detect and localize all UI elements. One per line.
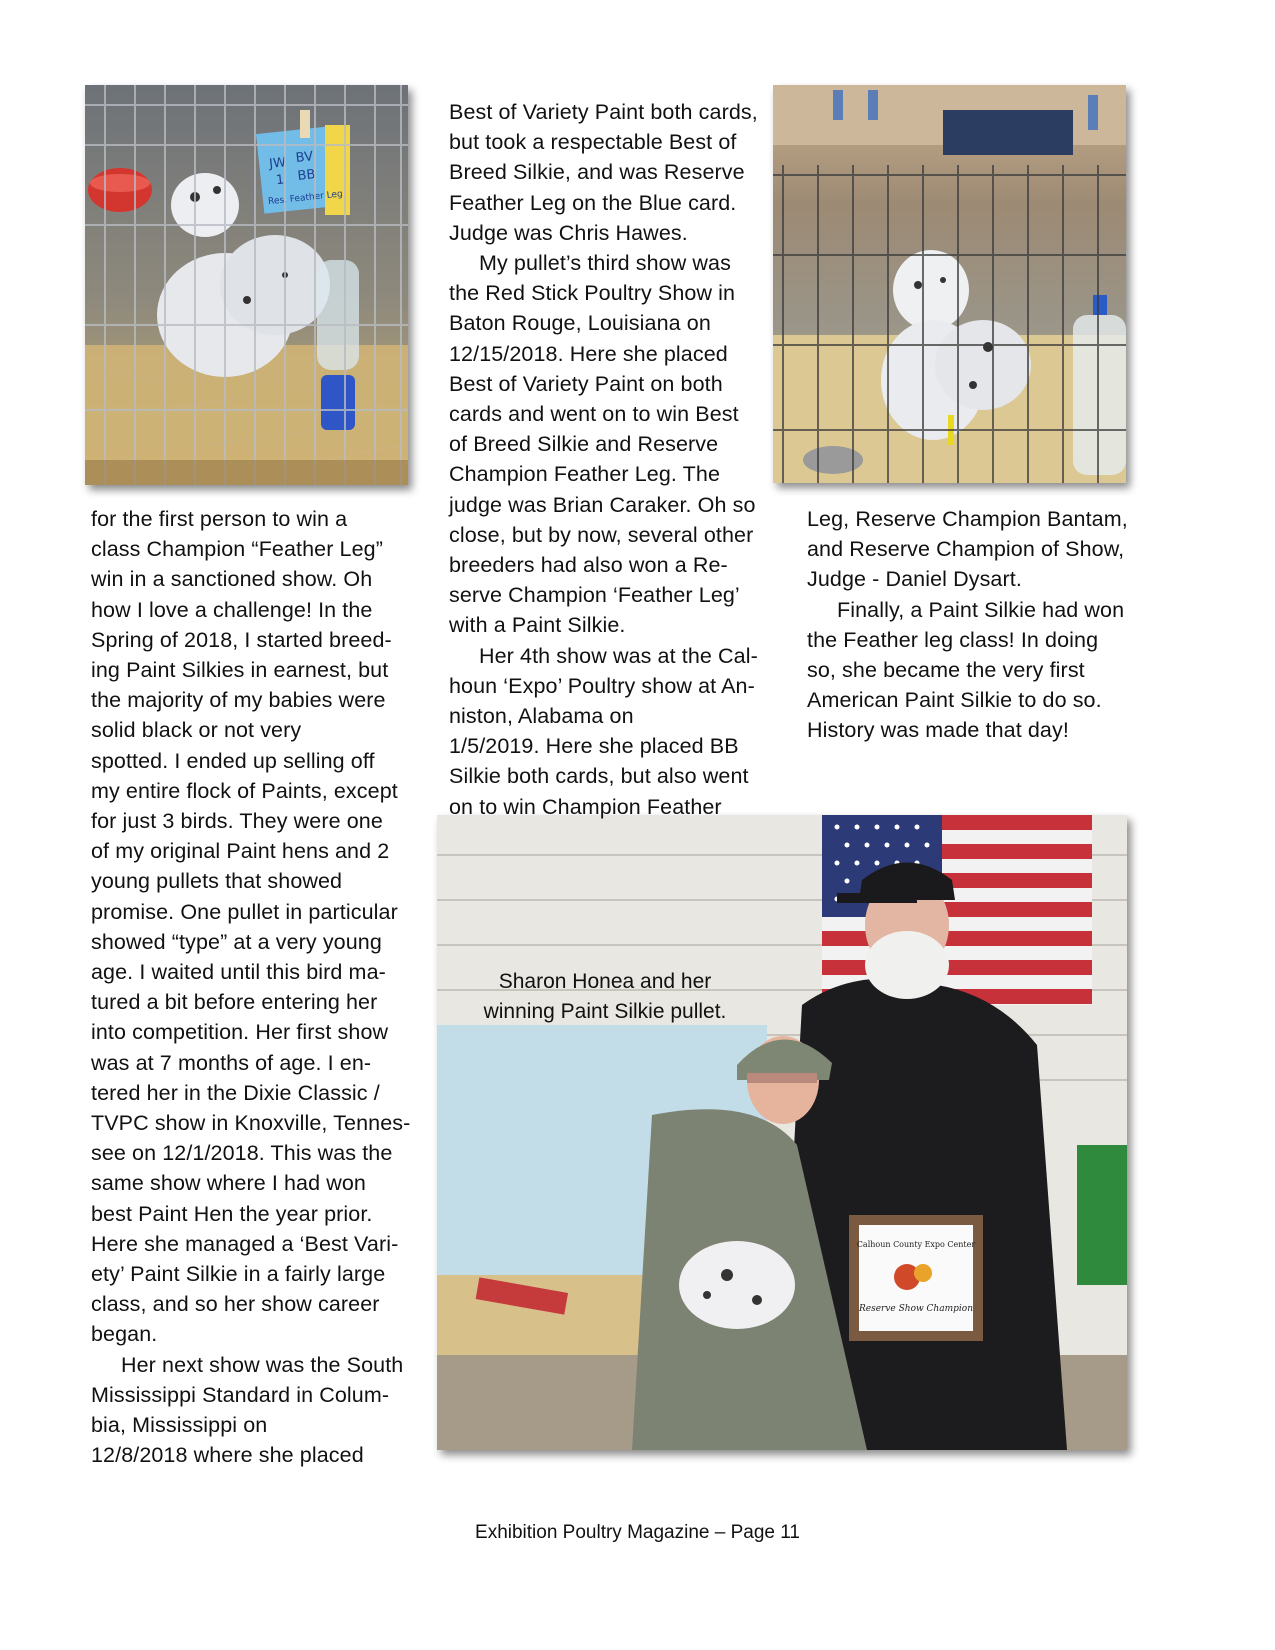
column1-line: tered her in the Dixie Classic / bbox=[91, 1080, 380, 1105]
column1-line: began. bbox=[91, 1322, 158, 1347]
photo2-illustration bbox=[773, 85, 1126, 483]
column1-line: the majority of my babies were bbox=[91, 688, 386, 713]
column3-line: Judge - Daniel Dysart. bbox=[807, 567, 1022, 592]
article-column-3 bbox=[807, 504, 1128, 746]
column2-line: Breed Silkie, and was Reserve bbox=[449, 160, 745, 185]
column2-line: 12/15/2018. Here she placed bbox=[449, 341, 728, 366]
caption-line-2: winning Paint Silkie pullet. bbox=[483, 1000, 727, 1023]
column3-line: Finally, a Paint Silkie had won bbox=[837, 597, 1125, 622]
column1-line: bia, Mississippi on bbox=[91, 1413, 268, 1438]
column2-line: on to win Champion Feather bbox=[449, 794, 722, 819]
column3-line: the Feather leg class! In doing bbox=[807, 627, 1099, 652]
column3-line: American Paint Silkie to do so. bbox=[807, 688, 1102, 713]
column1-line: into competition. Her first show bbox=[91, 1020, 389, 1045]
column1-line: solid black or not very bbox=[91, 718, 302, 743]
column1-line: ety’ Paint Silkie in a fairly large bbox=[91, 1262, 386, 1287]
column2-line: Feather Leg on the Blue card. bbox=[449, 190, 737, 215]
column1-line: Here she managed a ‘Best Vari- bbox=[91, 1231, 399, 1256]
plaque-title: Calhoun County Expo Center bbox=[856, 1240, 976, 1249]
column1-line: tured a bit before entering her bbox=[91, 990, 378, 1015]
column1-line: young pullets that showed bbox=[91, 869, 343, 894]
card-text-bv: BV bbox=[295, 149, 314, 167]
column2-line: Baton Rouge, Louisiana on bbox=[449, 311, 711, 336]
card-text-1: 1 bbox=[275, 172, 286, 189]
column3-line: and Reserve Champion of Show, bbox=[807, 537, 1125, 562]
column1-line: showed “type” at a very young bbox=[91, 929, 382, 954]
photo-caption bbox=[470, 967, 740, 1027]
column1-line: same show where I had won bbox=[91, 1171, 366, 1196]
column1-line: Mississippi Standard in Colum- bbox=[91, 1382, 390, 1407]
column1-line: 12/8/2018 where she placed bbox=[91, 1443, 364, 1468]
column1-line: was at 7 months of age. I en- bbox=[91, 1050, 372, 1075]
page-footer: Exhibition Poultry Magazine – Page 11 bbox=[475, 1522, 800, 1543]
column3-line: so, she became the very first bbox=[807, 658, 1085, 683]
column2-line: Best of Variety Paint on both bbox=[449, 371, 723, 396]
column3-line: Leg, Reserve Champion Bantam, bbox=[807, 507, 1128, 531]
column1-line: of my original Paint hens and 2 bbox=[91, 839, 390, 864]
plaque-award: Reserve Show Champion bbox=[858, 1304, 974, 1314]
column2-line: the Red Stick Poultry Show in bbox=[449, 281, 736, 306]
column1-line: class, and so her show career bbox=[91, 1292, 380, 1317]
column1-line: best Paint Hen the year prior. bbox=[91, 1201, 373, 1226]
column2-line: 1/5/2019. Here she placed BB bbox=[449, 734, 739, 759]
article-column-2 bbox=[449, 97, 758, 822]
column3-line: History was made that day! bbox=[807, 718, 1069, 743]
column1-line: spotted. I ended up selling off bbox=[91, 748, 375, 773]
article-column-1 bbox=[91, 504, 410, 1471]
column2-line: Judge was Chris Hawes. bbox=[449, 220, 688, 245]
photo-reserve-champion bbox=[437, 815, 1127, 1450]
card-text-jw: JW bbox=[268, 155, 287, 172]
column2-line: serve Champion ‘Feather Leg’ bbox=[449, 583, 740, 608]
column1-line: how I love a challenge! In the bbox=[91, 597, 373, 622]
photo1-illustration bbox=[85, 85, 408, 485]
column1-line: age. I waited until this bird ma- bbox=[91, 960, 386, 985]
column2-line: My pullet’s third show was bbox=[479, 251, 731, 276]
card-text-res: Res. Feather Leg bbox=[267, 189, 344, 208]
column2-line: of Breed Silkie and Reserve bbox=[449, 432, 719, 457]
column2-line: judge was Brian Caraker. Oh so bbox=[449, 492, 756, 517]
column1-line: ing Paint Silkies in earnest, but bbox=[91, 658, 389, 683]
column2-line: Silkie both cards, but also went bbox=[449, 764, 749, 789]
column1-line: TVPC show in Knoxville, Tennes- bbox=[91, 1111, 411, 1136]
column1-line: win in a sanctioned show. Oh bbox=[91, 567, 373, 592]
column2-line: Best of Variety Paint both cards, bbox=[449, 100, 758, 124]
column2-line: Her 4th show was at the Cal- bbox=[479, 643, 758, 668]
column1-line: for just 3 birds. They were one bbox=[91, 809, 383, 834]
column2-line: houn ‘Expo’ Poultry show at An- bbox=[449, 673, 755, 698]
column1-line: for the first person to win a bbox=[91, 507, 348, 531]
caption-line-1: Sharon Honea and her bbox=[498, 970, 712, 993]
photo-silkie-cage-left bbox=[85, 85, 408, 485]
column2-line: breeders had also won a Re- bbox=[449, 553, 728, 578]
column1-line: promise. One pullet in particular bbox=[91, 899, 398, 924]
column2-line: but took a respectable Best of bbox=[449, 130, 737, 155]
photo3-illustration bbox=[437, 815, 1127, 1450]
column2-line: Champion Feather Leg. The bbox=[449, 462, 721, 487]
card-text-bb: BB bbox=[296, 167, 317, 184]
column1-line: Spring of 2018, I started breed- bbox=[91, 627, 392, 652]
column2-line: niston, Alabama on bbox=[449, 704, 634, 729]
photo-silkie-cage-right bbox=[773, 85, 1126, 483]
column1-line: class Champion “Feather Leg” bbox=[91, 537, 383, 562]
column2-line: cards and went on to win Best bbox=[449, 402, 739, 427]
column1-line: see on 12/1/2018. This was the bbox=[91, 1141, 393, 1166]
column2-line: with a Paint Silkie. bbox=[449, 613, 626, 638]
column1-line: my entire flock of Paints, except bbox=[91, 778, 398, 803]
column2-line: close, but by now, several other bbox=[449, 522, 754, 547]
column1-line: Her next show was the South bbox=[121, 1352, 404, 1377]
